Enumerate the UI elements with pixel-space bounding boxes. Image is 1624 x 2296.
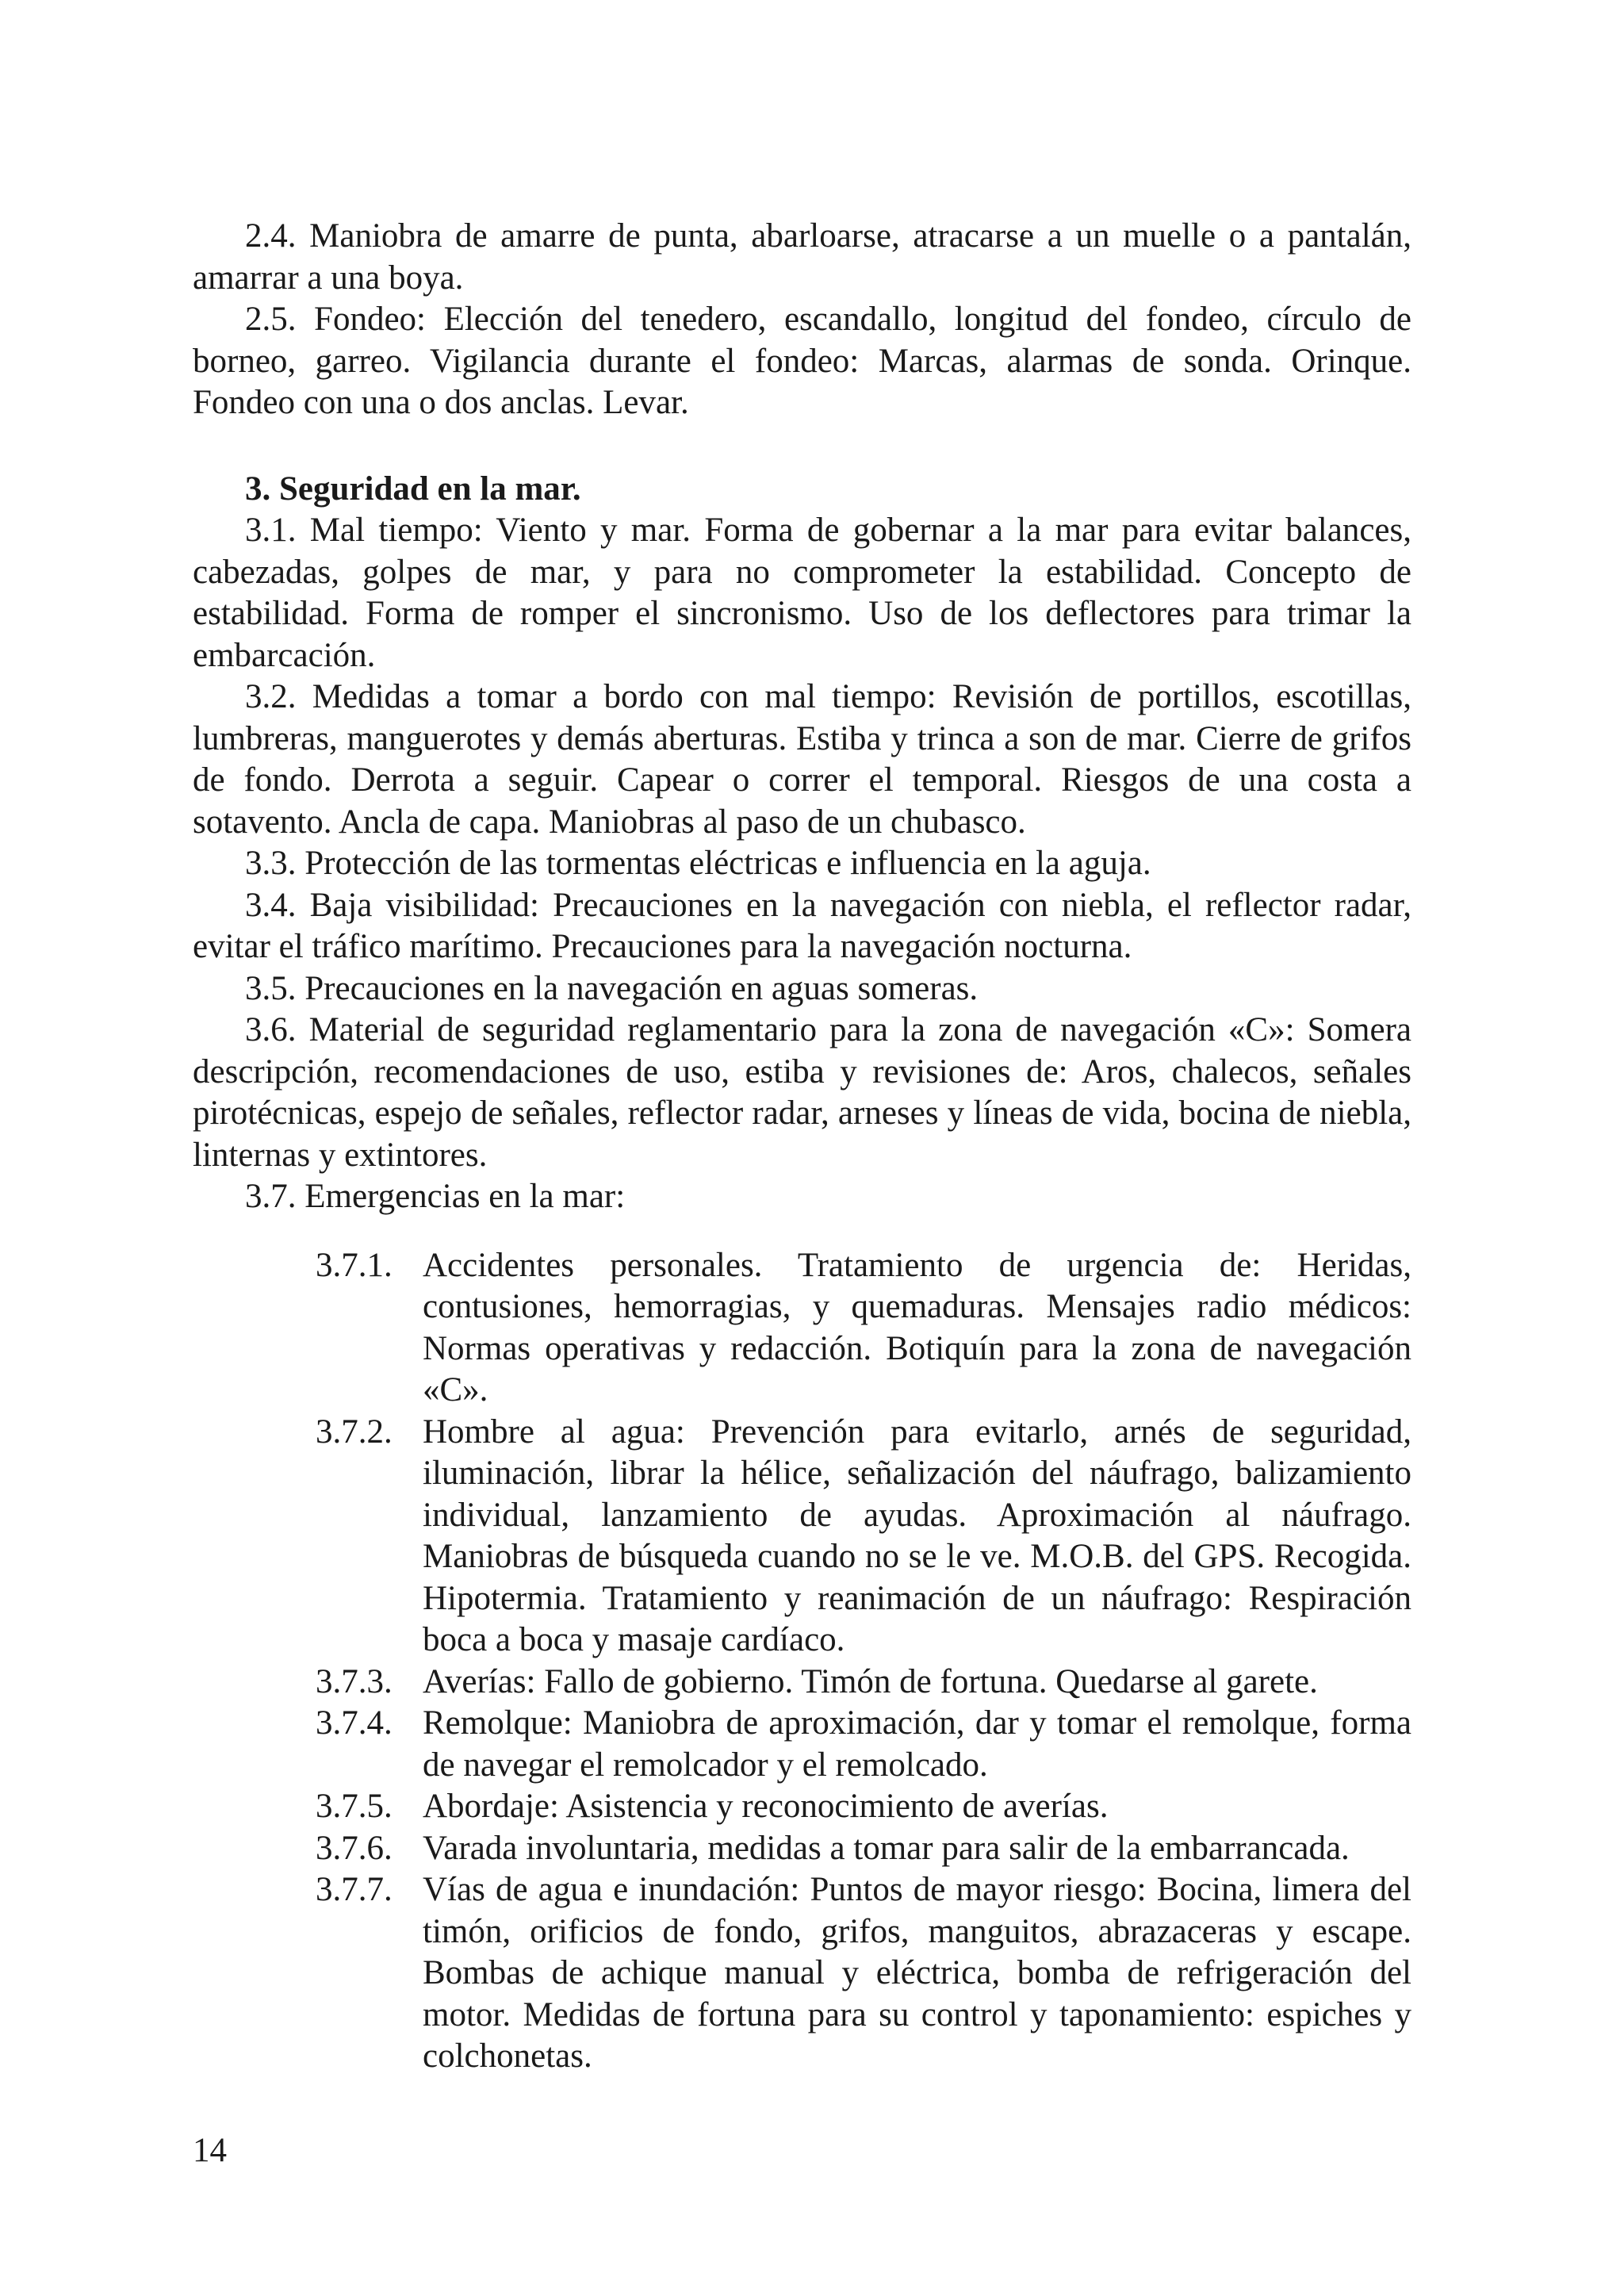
list-item [193, 1662, 1411, 1704]
subitem-text: Remolque: Maniobra de aproximación, dar y tomar el remolque, forma de navegar el remolcador y el remolcado. [423, 1704, 1411, 1784]
subitem-text: Averías: Fallo de gobierno. Timón de fortuna. Quedarse al garete. [423, 1662, 1318, 1700]
list-item [193, 1869, 1411, 2078]
paragraph-2-5: 2.5. Fondeo: Elección del tenedero, escandallo, longitud del fondeo, círculo de borneo, garreo. Vigilancia durante el fondeo: Marcas, alarmas de sonda. Orinque. Fondeo con una o dos anclas. Levar. [193, 301, 1411, 421]
page-body [193, 216, 1411, 2078]
paragraph-3-7: 3.7. Emergencias en la mar: [245, 1178, 626, 1215]
page-number: 14 [193, 2132, 227, 2169]
section-title: 3. Seguridad en la mar. [245, 470, 581, 508]
list-item [193, 1245, 1411, 1412]
subitem-number: 3.7.4. [316, 1704, 393, 1742]
paragraph-3-2: 3.2. Medidas a tomar a bordo con mal tiempo: Revisión de portillos, escotillas, lumbreras, manguerotes y demás aberturas. Estiba y trinca a son de mar. Cierre de grifos de fondo. Derrota a seguir. Capear o correr el temporal. Riesgos de una costa a sotavento. Ancla de capa. Maniobras al paso de un chubasco. [193, 678, 1411, 841]
list-item [193, 1703, 1411, 1786]
subitem-number: 3.7.7. [316, 1871, 393, 1908]
paragraph-3-3: 3.3. Protección de las tormentas eléctricas e influencia en la aguja. [245, 845, 1151, 882]
subitem-number: 3.7.5. [316, 1788, 393, 1825]
subitem-number: 3.7.1. [316, 1246, 393, 1284]
emergency-subitems [193, 1245, 1411, 2078]
subitem-number: 3.7.2. [316, 1412, 393, 1451]
subitem-number: 3.7.6. [316, 1829, 393, 1867]
list-item [193, 1412, 1411, 1662]
paragraph-3-1: 3.1. Mal tiempo: Viento y mar. Forma de gobernar a la mar para evitar balances, cabezadas, golpes de mar, y para no comprometer la estabilidad. Concepto de estabilidad. Forma de romper el sincronismo. Uso de los deflectores para trimar la embarcación. [193, 512, 1411, 674]
subitem-text: Hombre al agua: Prevención para evitarlo, arnés de seguridad, iluminación, librar la hélice, señalización del náufrago, balizamiento individual, lanzamiento de ayudas. Aproximación al náufrago. Maniobras de búsqueda cuando no se le ve. M.O.B. del GPS. Recogida. Hipotermia. Tratamiento y reanimación de un náufrago: Respiración boca a boca y masaje cardíaco. [423, 1412, 1411, 1658]
paragraph-3-4: 3.4. Baja visibilidad: Precauciones en la navegación con niebla, el reflector radar, evitar el tráfico marítimo. Precauciones para la navegación nocturna. [193, 886, 1411, 965]
paragraph-3-5: 3.5. Precauciones en la navegación en aguas someras. [245, 969, 979, 1007]
paragraph-3-6: 3.6. Material de seguridad reglamentario para la zona de navegación «C»: Somera descripción, recomendaciones de uso, estiba y revisiones de: Aros, chalecos, señales pirotécnicas, espejo de señales, reflector radar, arneses y líneas de vida, bocina de niebla, linternas y extintores. [193, 1011, 1411, 1174]
subitem-text: Abordaje: Asistencia y reconocimiento de averías. [423, 1788, 1109, 1825]
subitem-text: Vías de agua e inundación: Puntos de mayor riesgo: Bocina, limera del timón, orificios de fondo, grifos, manguitos, abrazaceras y escape. Bombas de achique manual y eléctrica, bomba de refrigeración del motor. Medidas de fortuna para su control y taponamiento: espiches y colchonetas. [423, 1871, 1411, 2075]
paragraph-2-4: 2.4. Maniobra de amarre de punta, abarloarse, atracarse a un muelle o a pantalán, amarrar a una boya. [193, 217, 1411, 297]
subitem-number: 3.7.3. [316, 1662, 393, 1700]
subitem-text: Varada involuntaria, medidas a tomar para salir de la embarrancada. [423, 1829, 1350, 1867]
list-item [193, 1786, 1411, 1828]
subitem-text: Accidentes personales. Tratamiento de urgencia de: Heridas, contusiones, hemorragias, y quemaduras. Mensajes radio médicos: Normas operativas y redacción. Botiquín para la zona de navegación «C». [423, 1246, 1411, 1409]
list-item [193, 1828, 1411, 1870]
